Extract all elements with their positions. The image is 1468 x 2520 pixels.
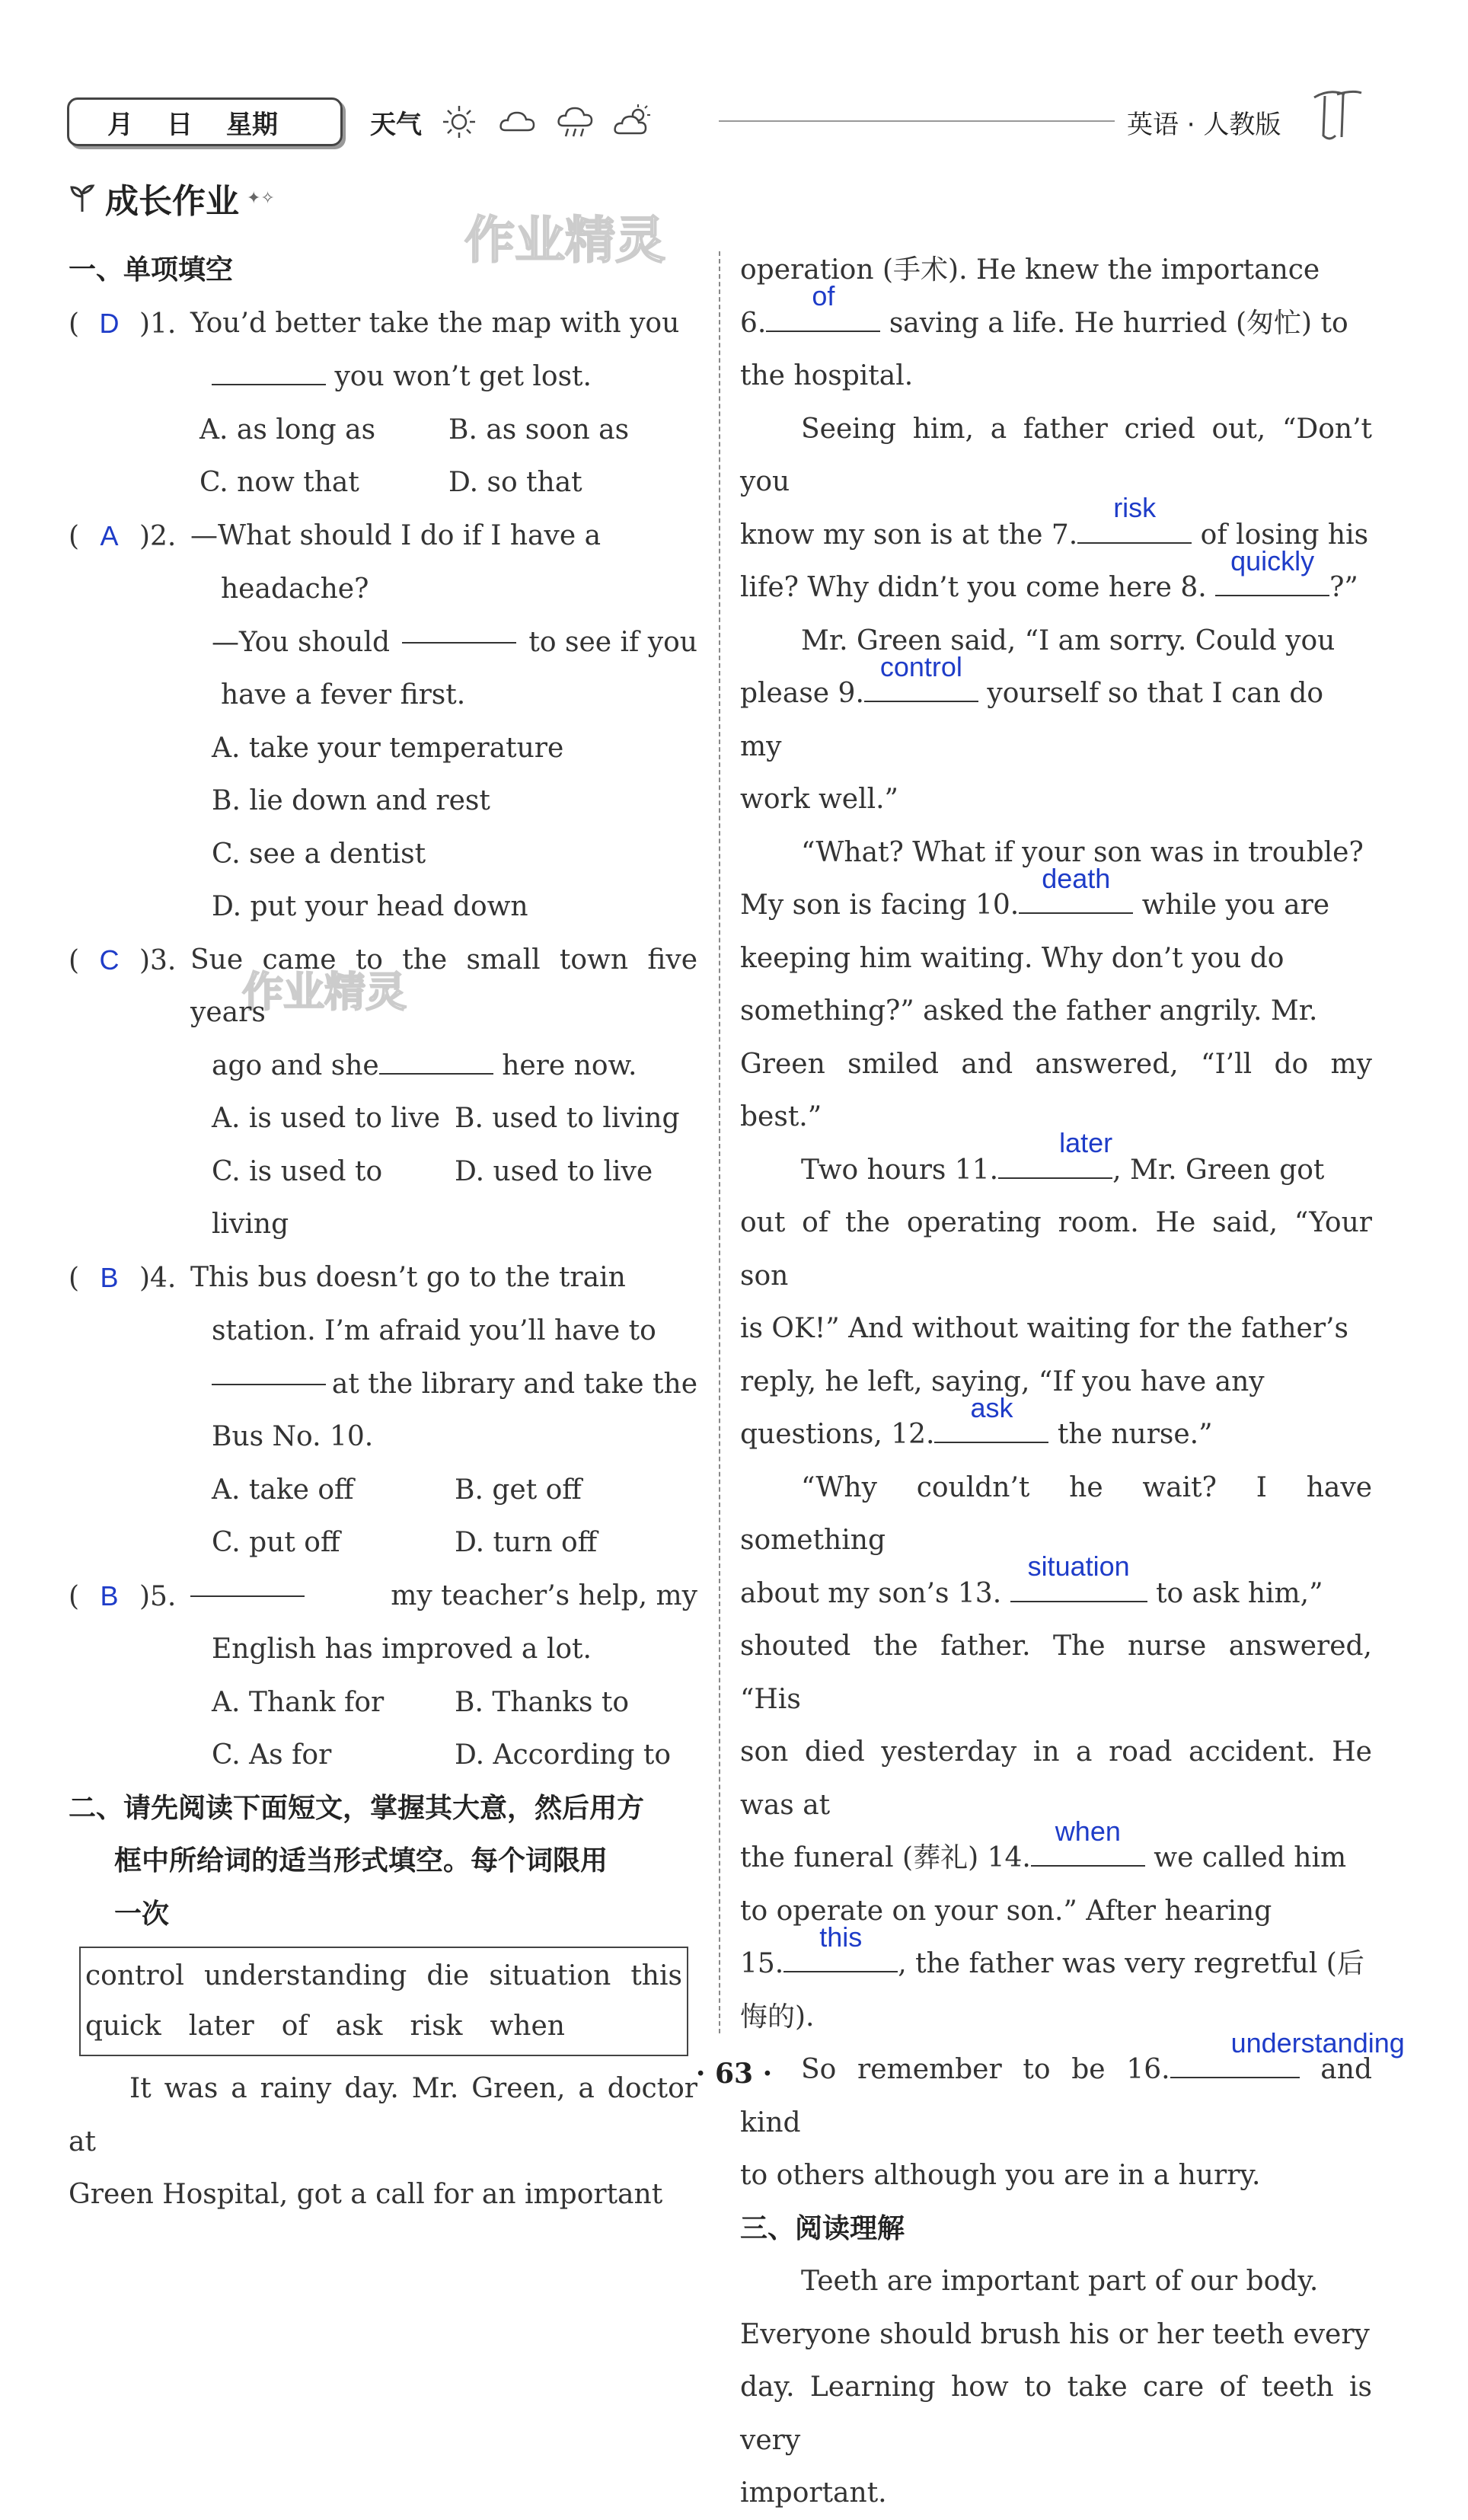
question-line: headache? xyxy=(221,573,369,605)
cloud-icon xyxy=(496,101,538,142)
passage-line: “Why couldn’t he wait? I have something xyxy=(740,1471,1372,1556)
question-line xyxy=(69,350,697,404)
question-1 xyxy=(69,297,697,351)
passage-line: to operate on your son.” After hearing xyxy=(740,1895,1272,1927)
answer-bracket: ( C )3. xyxy=(69,934,190,1040)
passage-text: know my son is at the 7. xyxy=(740,519,1078,551)
question-line: station. I’m afraid you’ll have to xyxy=(212,1315,656,1346)
answer-11: later xyxy=(1059,1127,1113,1158)
option: D. According to xyxy=(455,1739,672,1771)
answer-13: situation xyxy=(1027,1551,1130,1582)
part3-heading: 三、阅读理解 xyxy=(740,2212,905,2244)
question-2 xyxy=(69,509,697,564)
answer-1: D xyxy=(99,307,120,339)
answer-blank-6 xyxy=(766,280,880,332)
answer-blank-7 xyxy=(1077,492,1192,544)
answer-blank-15 xyxy=(783,1921,898,1972)
word: ask xyxy=(335,2011,383,2042)
answer-bracket: ( B )5. xyxy=(69,1570,190,1624)
passage-line xyxy=(740,1127,1372,1197)
sun-icon xyxy=(439,101,480,142)
option: D. put your head down xyxy=(212,891,528,922)
day-label: 日 xyxy=(167,109,193,140)
word: quick xyxy=(85,2011,161,2042)
passage-text: the funeral (葬礼) 14. xyxy=(740,1842,1031,1873)
blank-number: 6. xyxy=(740,307,767,339)
answer-blank-10 xyxy=(1019,862,1133,914)
passage-line: operation (手术). He knew the importance xyxy=(740,254,1320,286)
blank xyxy=(190,1570,305,1597)
passage-text: of losing his xyxy=(1200,519,1369,551)
option: B. get off xyxy=(455,1474,582,1506)
answer-16: understanding xyxy=(1230,2027,1405,2058)
question-5 xyxy=(69,1570,697,1624)
passage-line: son died yesterday in a road accident. He was at xyxy=(740,1736,1372,1821)
passage-line xyxy=(740,1921,1372,1991)
column-divider xyxy=(719,251,720,2033)
answer-5: B xyxy=(100,1579,119,1611)
book-logo-icon xyxy=(1299,82,1367,151)
passage-text: please 9. xyxy=(740,678,864,709)
blank xyxy=(402,616,516,644)
word: understanding xyxy=(203,1960,407,1991)
passage-line: It was a rainy day. Mr. Green, a doctor at xyxy=(69,2073,697,2157)
answer-12: ask xyxy=(970,1391,1013,1423)
question-text: to see if you xyxy=(528,626,697,658)
passage-text: questions, 12. xyxy=(740,1419,935,1450)
answer-blank-12 xyxy=(934,1391,1048,1443)
option: B. as soon as xyxy=(448,414,630,446)
question-line xyxy=(69,1040,697,1093)
part1-heading: 一、单项填空 xyxy=(69,254,234,286)
section-title xyxy=(67,174,275,222)
question-number: 4. xyxy=(150,1262,177,1294)
options-row xyxy=(69,1092,697,1145)
passage-text: while you are xyxy=(1141,890,1330,921)
month-label: 月 xyxy=(107,109,133,140)
question-text: ago and she xyxy=(212,1049,379,1081)
watermark-2: 作业精灵 xyxy=(242,968,407,1016)
option: C. is used to living xyxy=(212,1155,383,1240)
option: A. Thank for xyxy=(212,1686,385,1718)
passage-text: to ask him,” xyxy=(1156,1577,1323,1609)
passage-text: we called him xyxy=(1154,1842,1347,1873)
answer-9: control xyxy=(879,650,962,682)
question-line xyxy=(69,616,697,669)
word: of xyxy=(281,2011,308,2042)
answer-blank-14 xyxy=(1031,1815,1145,1867)
option: D. used to live xyxy=(455,1155,653,1187)
passage-text: saving a life. He hurried (匆忙) to xyxy=(889,307,1348,339)
passage-line: “What? What if your son was in trouble? xyxy=(801,836,1364,868)
passage-text: So remember to be 16. xyxy=(801,2054,1170,2085)
options-row xyxy=(69,1516,697,1570)
answer-4: B xyxy=(100,1261,119,1293)
passage-line: important. xyxy=(740,2477,887,2509)
passage-text: , the father was very regretful (后 xyxy=(898,1948,1364,1979)
option: A. as long as xyxy=(199,414,376,446)
options-row xyxy=(69,404,697,457)
question-text: —You should xyxy=(212,626,391,658)
blank xyxy=(212,1358,326,1385)
answer-bracket: ( A )2. xyxy=(69,509,190,564)
question-line xyxy=(69,1358,697,1411)
page-number: · 63 · xyxy=(695,2058,773,2090)
word: die xyxy=(426,1960,470,1991)
question-text: here now. xyxy=(502,1049,637,1081)
answer-15: this xyxy=(819,1921,863,1953)
passage-line: something?” asked the father angrily. Mr. xyxy=(740,995,1318,1027)
passage-line xyxy=(740,650,1372,773)
option: D. turn off xyxy=(455,1527,598,1558)
date-box xyxy=(67,97,343,146)
word: situation xyxy=(489,1960,611,1991)
passage-line: shouted the father. The nurse answered, “His xyxy=(740,1630,1372,1715)
passage-text: 15. xyxy=(740,1948,784,1979)
passage-line: Mr. Green said, “I am sorry. Could you xyxy=(801,624,1336,656)
question-number: 5. xyxy=(150,1580,177,1612)
answer-bracket: ( B )4. xyxy=(69,1251,190,1305)
question-4 xyxy=(69,1251,697,1305)
passage-text: the nurse.” xyxy=(1057,1419,1213,1450)
question-text: Sue came to the small town five years xyxy=(190,944,697,1028)
passage-line: out of the operating room. He said, “Your son xyxy=(740,1207,1372,1292)
option: C. see a dentist xyxy=(212,838,426,870)
passage-text: yourself so that I can do my xyxy=(740,678,1324,762)
question-number: 2. xyxy=(150,520,177,552)
question-text: —What should I do if I have a xyxy=(190,519,602,551)
options-row xyxy=(69,1729,697,1782)
word: this xyxy=(630,1960,682,1991)
header-rule xyxy=(719,120,1115,122)
part2-heading: 一次 xyxy=(114,1898,170,1930)
passage-line: the hospital. xyxy=(740,360,914,391)
stars-icon: ✦✧ xyxy=(247,188,275,208)
passage-line: Teeth are important part of our body. xyxy=(801,2266,1319,2297)
passage-line: Green smiled and answered, “I’ll do my best.” xyxy=(740,1048,1372,1132)
option: A. take your temperature xyxy=(212,732,564,764)
word-box xyxy=(79,1947,688,2056)
option: D. so that xyxy=(448,467,582,498)
option: B. Thanks to xyxy=(455,1686,630,1718)
passage-line: work well.” xyxy=(740,784,898,815)
passage-line xyxy=(740,280,1372,350)
right-column xyxy=(740,244,1405,2520)
option: A. is used to live xyxy=(212,1103,441,1134)
question-text: you won’t get lost. xyxy=(334,361,592,392)
answer-blank-8 xyxy=(1215,545,1329,596)
option: A. take off xyxy=(212,1474,354,1506)
question-number: 3. xyxy=(150,944,177,976)
option: C. As for xyxy=(212,1739,332,1771)
passage-line: reply, he left, saying, “If you have any xyxy=(740,1365,1265,1397)
passage-text: My son is facing 10. xyxy=(740,890,1020,921)
passage-line xyxy=(740,1391,1372,1461)
question-line: English has improved a lot. xyxy=(212,1634,592,1665)
answer-bracket: ( D )1. xyxy=(69,297,190,351)
left-column xyxy=(69,244,697,2221)
answer-blank-11 xyxy=(998,1127,1113,1179)
question-text: my teacher’s help, my xyxy=(391,1579,697,1611)
watermark: 作业精灵 xyxy=(464,211,665,270)
passage-line xyxy=(740,1551,1372,1621)
passage-line: to others although you are in a hurry. xyxy=(740,2160,1261,2191)
rain-icon xyxy=(554,101,595,142)
answer-7: risk xyxy=(1113,492,1157,523)
weather-label: 天气 xyxy=(370,109,422,140)
word: control xyxy=(85,1960,184,1991)
subject-label: 英语 · 人教版 xyxy=(1127,109,1281,140)
weekday-label: 星期 xyxy=(226,109,278,140)
passage-line xyxy=(740,545,1372,615)
options-row xyxy=(69,1464,697,1517)
answer-8: quickly xyxy=(1230,545,1315,577)
question-text: You’d better take the map with you xyxy=(190,307,680,339)
passage-line: Green Hospital, got a call for an important xyxy=(69,2179,663,2210)
answer-10: death xyxy=(1042,862,1111,894)
question-text: at the library and take the xyxy=(331,1368,697,1400)
question-line: have a fever first. xyxy=(221,679,466,711)
passage-text: Two hours 11. xyxy=(801,1154,999,1186)
option: B. lie down and rest xyxy=(212,785,490,816)
sprout-icon xyxy=(67,183,97,213)
blank xyxy=(379,1047,493,1075)
passage-text: , Mr. Green got xyxy=(1112,1154,1325,1186)
passage-line: Everyone should brush his or her teeth every xyxy=(740,2318,1370,2350)
passage-line xyxy=(740,1815,1372,1885)
passage-line: day. Learning how to take care of teeth is very xyxy=(740,2371,1372,2456)
question-text: This bus doesn’t go to the train xyxy=(190,1261,626,1293)
answer-3: C xyxy=(99,944,120,976)
options-row xyxy=(69,1145,697,1251)
passage-text: life? Why didn’t you come here 8. xyxy=(740,572,1207,603)
options-row xyxy=(69,1676,697,1730)
question-text xyxy=(190,1570,697,1624)
word: risk xyxy=(410,2011,463,2042)
word: later xyxy=(188,2011,254,2042)
option: C. now that xyxy=(199,467,359,498)
weather-row xyxy=(370,97,653,146)
question-line: Bus No. 10. xyxy=(212,1421,374,1452)
passage-text: ?” xyxy=(1329,572,1358,603)
answer-blank-9 xyxy=(864,650,978,702)
passage-line: Seeing him, a father cried out, “Don’t you xyxy=(740,413,1372,497)
word: when xyxy=(490,2011,565,2042)
answer-2: A xyxy=(100,519,119,551)
section-title-text: 成长作业 xyxy=(105,182,239,221)
option: B. used to living xyxy=(455,1103,680,1134)
partly-cloudy-icon xyxy=(612,101,653,142)
answer-14: when xyxy=(1055,1815,1121,1847)
word-box-row xyxy=(85,1951,682,2001)
word-box-row xyxy=(85,2001,682,2052)
passage-text: and kind xyxy=(740,2054,1372,2138)
answer-6: of xyxy=(812,280,835,311)
option: C. put off xyxy=(212,1527,340,1558)
passage-line: keeping him waiting. Why don’t you do xyxy=(740,942,1284,974)
question-3 xyxy=(69,934,697,1040)
passage-line xyxy=(740,862,1372,932)
question-number: 1. xyxy=(150,308,177,340)
options-row xyxy=(69,456,697,509)
passage-line: is OK!” And without waiting for the father’s xyxy=(740,1313,1348,1344)
passage-text: about my son’s 13. xyxy=(740,1577,1002,1609)
answer-blank-13 xyxy=(1010,1551,1147,1602)
blank xyxy=(212,358,326,385)
part2-heading: 框中所给词的适当形式填空。每个词限用 xyxy=(114,1845,608,1876)
part2-heading: 二、请先阅读下面短文，掌握其大意，然后用方 xyxy=(69,1792,645,1824)
passage-line: 悔的). xyxy=(740,2001,815,2033)
